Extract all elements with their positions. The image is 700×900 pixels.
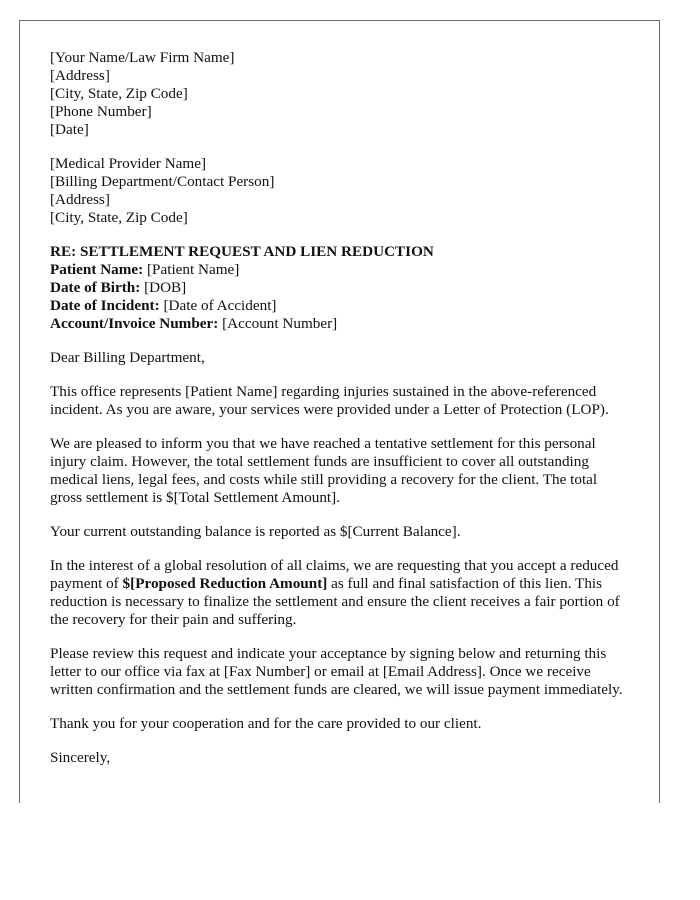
re-patient — [50, 261, 632, 279]
re-account-value: [Account Number] — [222, 315, 338, 332]
sender-phone: [Phone Number] — [50, 103, 152, 120]
recipient-contact: [Billing Department/Contact Person] — [50, 173, 275, 190]
paragraph-reduction-before: In the interest of a global resolution of all claims, we are requesting that you accept a reduced payment of — [50, 557, 619, 592]
re-incident-value: [Date of Accident] — [163, 297, 277, 314]
paragraph-reduction-after: as full and final satisfaction of this lien. This reduction is necessary to finalize the settlement and ensure the client receives a fair portion of the recovery for their pain and suffering. — [50, 575, 620, 628]
letter-page — [19, 20, 660, 803]
re-block — [50, 243, 632, 333]
re-account-label: Account/Invoice Number: — [50, 315, 219, 332]
re-dob — [50, 279, 632, 297]
paragraph-representation: This office represents [Patient Name] regarding injuries sustained in the above-referenced incident. As you are aware, your services were provided under a Letter of Protection (LOP). — [50, 383, 609, 418]
letter-content — [50, 49, 632, 767]
salutation: Dear Billing Department, — [50, 349, 205, 366]
paragraph-reduction-request — [50, 557, 632, 629]
re-patient-value: [Patient Name] — [147, 261, 240, 278]
proposed-reduction-amount: $[Proposed Reduction Amount] — [122, 575, 328, 592]
sender-city-state-zip: [City, State, Zip Code] — [50, 85, 188, 102]
re-incident-label: Date of Incident: — [50, 297, 160, 314]
re-account — [50, 315, 632, 333]
recipient-address: [Address] — [50, 191, 110, 208]
sender-block — [50, 49, 632, 139]
paragraph-balance: Your current outstanding balance is reported as $[Current Balance]. — [50, 523, 461, 540]
recipient-block — [50, 155, 632, 227]
sender-address: [Address] — [50, 67, 110, 84]
re-incident — [50, 297, 632, 315]
paragraph-settlement: We are pleased to inform you that we have reached a tentative settlement for this personal injury claim. However, the total settlement funds are insufficient to cover all outstanding medical liens, legal fees, and costs while still providing a recovery for the client. The total gross settlement is $[Total Settlement Amount]. — [50, 435, 598, 506]
paragraph-thanks: Thank you for your cooperation and for the care provided to our client. — [50, 715, 482, 732]
paragraph-acceptance-instructions: Please review this request and indicate your acceptance by signing below and returning this letter to our office via fax at [Fax Number] or email at [Email Address]. Once we receive written confirmation and the settlement funds are cleared, we will issue payment immediately. — [50, 645, 623, 698]
re-dob-value: [DOB] — [144, 279, 187, 296]
re-title: RE: SETTLEMENT REQUEST AND LIEN REDUCTION — [50, 243, 434, 260]
re-patient-label: Patient Name: — [50, 261, 144, 278]
re-dob-label: Date of Birth: — [50, 279, 141, 296]
sender-date: [Date] — [50, 121, 89, 138]
recipient-city-state-zip: [City, State, Zip Code] — [50, 209, 188, 226]
closing: Sincerely, — [50, 749, 111, 766]
recipient-provider: [Medical Provider Name] — [50, 155, 207, 172]
sender-name: [Your Name/Law Firm Name] — [50, 49, 235, 66]
